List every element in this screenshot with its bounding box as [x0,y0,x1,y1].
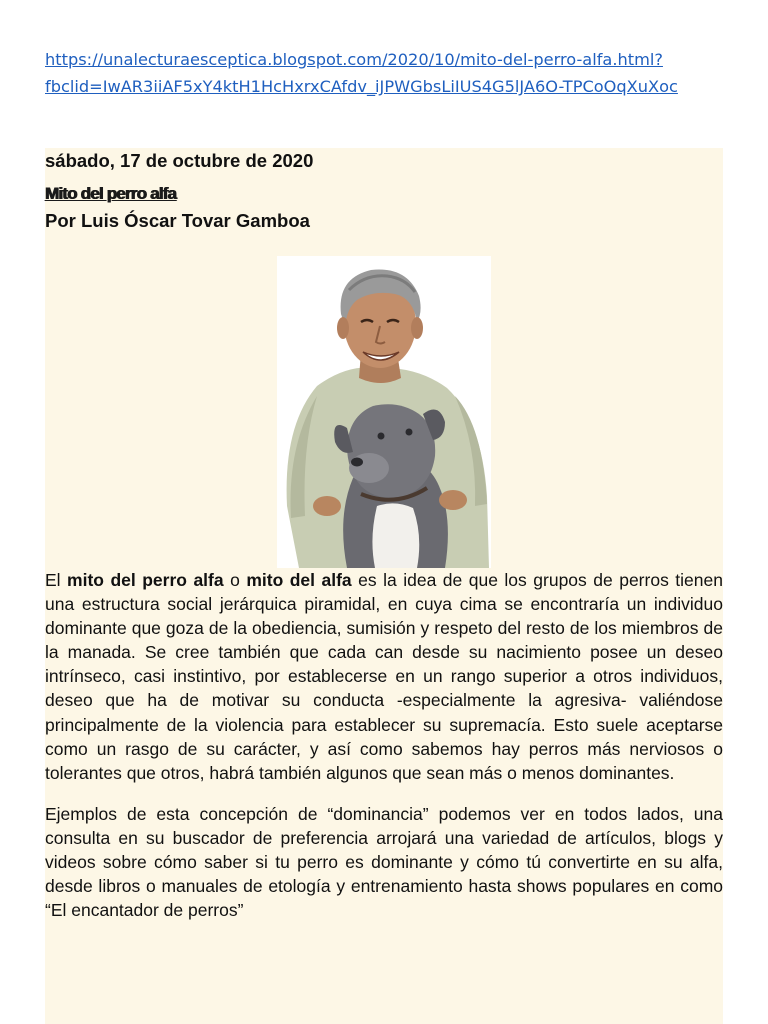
source-url[interactable] [45,46,735,100]
paragraph-1 [45,568,723,785]
paragraph-1-connector: o [223,570,247,590]
post-title[interactable]: Mito del perro alfa [45,184,177,203]
post-byline: Por Luis Óscar Tovar Gamboa [45,210,310,231]
post-date: sábado, 17 de octubre de 2020 [45,150,314,171]
term-mito-del-alfa: mito del alfa [246,570,352,590]
paragraph-1-rest: es la idea de que los grupos de perros tienen una estructura social jerárquica piramidal, en cuya cima se encontraría un individuo dominante que goza de la obediencia, sumisión y respeto del resto de los miembros de la manada. Se cree también que cada can desde su nacimiento posee un deseo intrínseco, casi instintivo, por establecerse en un rango superior a otros individuos, deseo que ha de motivar su conducta -especialmente la agresiva- valiéndose principalmente de la violencia para establecer su supremacía. Esto suele aceptarse como un rasgo de su carácter, y así como sabemos hay perros más nerviosos o tolerantes que otros, habrá también algunos que sean más o menos dominantes. [45,570,723,783]
paragraph-2: Ejemplos de esta concepción de “dominancia” podemos ver en todos lados, una consulta en su buscador de preferencia arrojará una variedad de artículos, blogs y videos sobre cómo saber si tu perro es dominante y cómo tú convertirte en su alfa, desde libros o manuales de etología y entrenamiento hasta shows populares en como “El encantador de perros” [45,803,723,921]
post-photo [277,256,491,568]
source-url-line-2[interactable]: fbclid=IwAR3iiAF5xY4ktH1HcHxrxCAfdv_iJPWGbsLiIUS4G5lJA6O-TPCoOqXuXoc [45,77,678,96]
man-with-dog-photo [277,256,491,568]
blog-post [45,148,723,1024]
paragraph-1-lead: El [45,570,68,590]
term-mito-del-perro-alfa: mito del perro alfa [67,570,224,590]
post-body [45,568,723,939]
source-url-line-1[interactable]: https://unalecturaesceptica.blogspot.com/2020/10/mito-del-perro-alfa.html? [45,50,663,69]
